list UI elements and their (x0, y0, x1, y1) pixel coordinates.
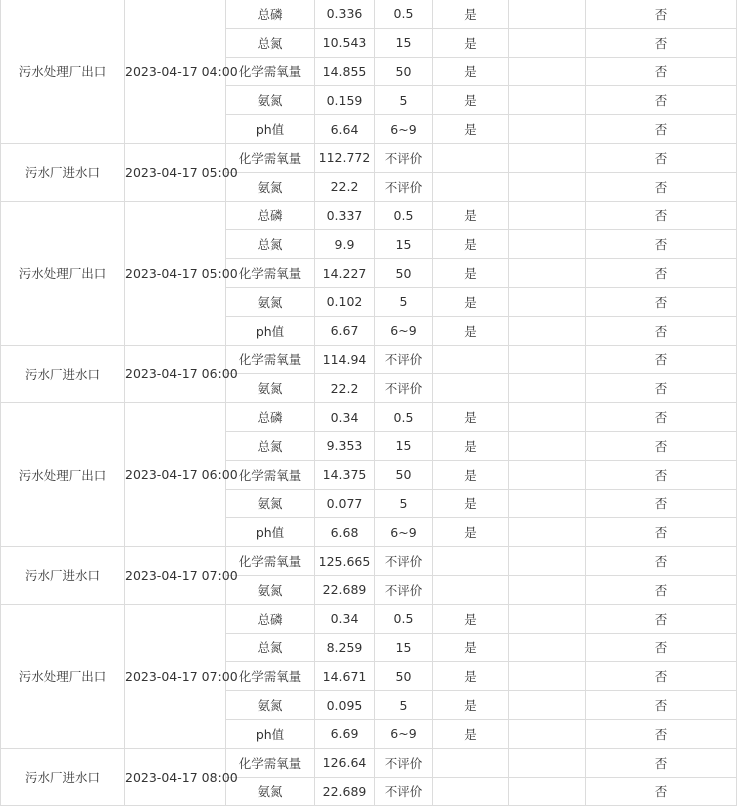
monitor-time-cell: 2023-04-17 07:00 (125, 604, 226, 748)
pollutant-name-cell: 氨氮 (226, 172, 315, 201)
standard-limit-cell: 不评价 (375, 547, 433, 576)
table-body (1, 0, 737, 806)
note-cell (509, 403, 586, 432)
measured-value-cell: 112.772 (315, 143, 375, 172)
pollutant-name-cell: 总氮 (226, 431, 315, 460)
exceed-flag-cell: 否 (586, 230, 737, 259)
measured-value-cell: 0.159 (315, 86, 375, 115)
exceed-flag-cell: 否 (586, 143, 737, 172)
standard-limit-cell: 5 (375, 86, 433, 115)
measured-value-cell: 8.259 (315, 633, 375, 662)
note-cell (509, 345, 586, 374)
pollutant-name-cell: 化学需氧量 (226, 259, 315, 288)
note-cell (509, 374, 586, 403)
compliant-flag-cell: 是 (433, 86, 509, 115)
standard-limit-cell: 不评价 (375, 143, 433, 172)
note-cell (509, 748, 586, 777)
compliant-flag-cell: 是 (433, 115, 509, 144)
pollutant-name-cell: 总磷 (226, 403, 315, 432)
measured-value-cell: 22.689 (315, 777, 375, 806)
note-cell (509, 460, 586, 489)
standard-limit-cell: 15 (375, 28, 433, 57)
pollutant-name-cell: 化学需氧量 (226, 662, 315, 691)
exceed-flag-cell: 否 (586, 431, 737, 460)
note-cell (509, 575, 586, 604)
pollutant-name-cell: 氨氮 (226, 691, 315, 720)
pollutant-name-cell: 氨氮 (226, 374, 315, 403)
note-cell (509, 518, 586, 547)
measured-value-cell: 10.543 (315, 28, 375, 57)
measured-value-cell: 125.665 (315, 547, 375, 576)
measured-value-cell: 0.095 (315, 691, 375, 720)
exceed-flag-cell: 否 (586, 287, 737, 316)
compliant-flag-cell (433, 748, 509, 777)
measured-value-cell: 0.336 (315, 0, 375, 28)
measured-value-cell: 6.64 (315, 115, 375, 144)
measured-value-cell: 22.689 (315, 575, 375, 604)
standard-limit-cell: 50 (375, 259, 433, 288)
pollutant-name-cell: 总磷 (226, 604, 315, 633)
note-cell (509, 316, 586, 345)
standard-limit-cell: 0.5 (375, 201, 433, 230)
exceed-flag-cell: 否 (586, 518, 737, 547)
compliant-flag-cell: 是 (433, 316, 509, 345)
exceed-flag-cell: 否 (586, 86, 737, 115)
compliant-flag-cell: 是 (433, 431, 509, 460)
compliant-flag-cell: 是 (433, 518, 509, 547)
compliant-flag-cell (433, 143, 509, 172)
table-row (1, 201, 737, 230)
note-cell (509, 662, 586, 691)
monitor-time-cell: 2023-04-17 07:00 (125, 547, 226, 605)
table-row (1, 143, 737, 172)
site-name-cell: 污水处理厂出口 (1, 201, 125, 345)
exceed-flag-cell: 否 (586, 316, 737, 345)
pollutant-name-cell: 氨氮 (226, 86, 315, 115)
site-name-cell: 污水厂进水口 (1, 143, 125, 201)
standard-limit-cell: 不评价 (375, 374, 433, 403)
pollutant-name-cell: 氨氮 (226, 489, 315, 518)
compliant-flag-cell: 是 (433, 0, 509, 28)
note-cell (509, 287, 586, 316)
measured-value-cell: 114.94 (315, 345, 375, 374)
monitor-time-cell: 2023-04-17 05:00 (125, 143, 226, 201)
compliant-flag-cell: 是 (433, 460, 509, 489)
compliant-flag-cell (433, 172, 509, 201)
measured-value-cell: 6.68 (315, 518, 375, 547)
site-name-cell: 污水厂进水口 (1, 547, 125, 605)
standard-limit-cell: 50 (375, 460, 433, 489)
exceed-flag-cell: 否 (586, 0, 737, 28)
exceed-flag-cell: 否 (586, 403, 737, 432)
note-cell (509, 230, 586, 259)
standard-limit-cell: 不评价 (375, 777, 433, 806)
exceed-flag-cell: 否 (586, 748, 737, 777)
compliant-flag-cell (433, 345, 509, 374)
standard-limit-cell: 0.5 (375, 403, 433, 432)
compliant-flag-cell: 是 (433, 230, 509, 259)
compliant-flag-cell (433, 547, 509, 576)
measured-value-cell: 22.2 (315, 374, 375, 403)
exceed-flag-cell: 否 (586, 172, 737, 201)
measured-value-cell: 0.102 (315, 287, 375, 316)
note-cell (509, 57, 586, 86)
exceed-flag-cell: 否 (586, 691, 737, 720)
monitor-time-cell: 2023-04-17 06:00 (125, 403, 226, 547)
pollutant-name-cell: 氨氮 (226, 575, 315, 604)
standard-limit-cell: 50 (375, 57, 433, 86)
compliant-flag-cell: 是 (433, 201, 509, 230)
standard-limit-cell: 5 (375, 489, 433, 518)
standard-limit-cell: 6~9 (375, 518, 433, 547)
measured-value-cell: 9.353 (315, 431, 375, 460)
measured-value-cell: 14.671 (315, 662, 375, 691)
compliant-flag-cell (433, 374, 509, 403)
compliant-flag-cell: 是 (433, 403, 509, 432)
standard-limit-cell: 5 (375, 691, 433, 720)
note-cell (509, 115, 586, 144)
pollutant-name-cell: 总磷 (226, 0, 315, 28)
measured-value-cell: 0.34 (315, 403, 375, 432)
note-cell (509, 719, 586, 748)
note-cell (509, 259, 586, 288)
exceed-flag-cell: 否 (586, 604, 737, 633)
site-name-cell: 污水处理厂出口 (1, 403, 125, 547)
standard-limit-cell: 6~9 (375, 316, 433, 345)
exceed-flag-cell: 否 (586, 259, 737, 288)
compliant-flag-cell: 是 (433, 287, 509, 316)
exceed-flag-cell: 否 (586, 575, 737, 604)
monitor-time-cell: 2023-04-17 06:00 (125, 345, 226, 403)
note-cell (509, 633, 586, 662)
measured-value-cell: 0.34 (315, 604, 375, 633)
note-cell (509, 547, 586, 576)
compliant-flag-cell: 是 (433, 691, 509, 720)
pollutant-name-cell: 总氮 (226, 230, 315, 259)
compliant-flag-cell: 是 (433, 259, 509, 288)
pollutant-name-cell: 化学需氧量 (226, 748, 315, 777)
note-cell (509, 489, 586, 518)
measured-value-cell: 14.227 (315, 259, 375, 288)
compliant-flag-cell: 是 (433, 662, 509, 691)
monitor-time-cell: 2023-04-17 04:00 (125, 0, 226, 143)
compliant-flag-cell: 是 (433, 604, 509, 633)
measured-value-cell: 14.855 (315, 57, 375, 86)
table-row (1, 403, 737, 432)
exceed-flag-cell: 否 (586, 719, 737, 748)
pollutant-name-cell: 化学需氧量 (226, 460, 315, 489)
compliant-flag-cell: 是 (433, 28, 509, 57)
note-cell (509, 143, 586, 172)
standard-limit-cell: 6~9 (375, 115, 433, 144)
monitor-time-cell: 2023-04-17 05:00 (125, 201, 226, 345)
compliant-flag-cell (433, 575, 509, 604)
exceed-flag-cell: 否 (586, 662, 737, 691)
pollutant-name-cell: 化学需氧量 (226, 143, 315, 172)
standard-limit-cell: 不评价 (375, 172, 433, 201)
standard-limit-cell: 0.5 (375, 604, 433, 633)
site-name-cell: 污水处理厂出口 (1, 604, 125, 748)
standard-limit-cell: 不评价 (375, 748, 433, 777)
site-name-cell: 污水处理厂出口 (1, 0, 125, 143)
pollutant-name-cell: ph值 (226, 518, 315, 547)
measured-value-cell: 0.337 (315, 201, 375, 230)
pollutant-name-cell: ph值 (226, 115, 315, 144)
note-cell (509, 86, 586, 115)
measured-value-cell: 6.69 (315, 719, 375, 748)
pollutant-name-cell: ph值 (226, 316, 315, 345)
measured-value-cell: 14.375 (315, 460, 375, 489)
standard-limit-cell: 15 (375, 230, 433, 259)
table-row (1, 345, 737, 374)
exceed-flag-cell: 否 (586, 633, 737, 662)
table-row (1, 0, 737, 28)
monitor-time-cell: 2023-04-17 08:00 (125, 748, 226, 806)
compliant-flag-cell: 是 (433, 633, 509, 662)
pollutant-name-cell: 化学需氧量 (226, 345, 315, 374)
exceed-flag-cell: 否 (586, 489, 737, 518)
pollutant-name-cell: 总氮 (226, 28, 315, 57)
table-row (1, 604, 737, 633)
exceed-flag-cell: 否 (586, 28, 737, 57)
exceed-flag-cell: 否 (586, 345, 737, 374)
exceed-flag-cell: 否 (586, 374, 737, 403)
measured-value-cell: 6.67 (315, 316, 375, 345)
note-cell (509, 172, 586, 201)
table-row (1, 748, 737, 777)
exceed-flag-cell: 否 (586, 547, 737, 576)
table-row (1, 547, 737, 576)
site-name-cell: 污水厂进水口 (1, 345, 125, 403)
note-cell (509, 604, 586, 633)
standard-limit-cell: 0.5 (375, 0, 433, 28)
pollutant-name-cell: 氨氮 (226, 287, 315, 316)
compliant-flag-cell: 是 (433, 719, 509, 748)
note-cell (509, 431, 586, 460)
compliant-flag-cell: 是 (433, 489, 509, 518)
pollutant-name-cell: 化学需氧量 (226, 57, 315, 86)
standard-limit-cell: 不评价 (375, 345, 433, 374)
standard-limit-cell: 50 (375, 662, 433, 691)
standard-limit-cell: 15 (375, 431, 433, 460)
measured-value-cell: 9.9 (315, 230, 375, 259)
pollutant-name-cell: ph值 (226, 719, 315, 748)
pollutant-name-cell: 氨氮 (226, 777, 315, 806)
note-cell (509, 28, 586, 57)
pollutant-name-cell: 总氮 (226, 633, 315, 662)
note-cell (509, 691, 586, 720)
compliant-flag-cell: 是 (433, 57, 509, 86)
pollutant-name-cell: 化学需氧量 (226, 547, 315, 576)
site-name-cell: 污水厂进水口 (1, 748, 125, 806)
standard-limit-cell: 15 (375, 633, 433, 662)
exceed-flag-cell: 否 (586, 115, 737, 144)
exceed-flag-cell: 否 (586, 460, 737, 489)
exceed-flag-cell: 否 (586, 777, 737, 806)
standard-limit-cell: 5 (375, 287, 433, 316)
pollutant-name-cell: 总磷 (226, 201, 315, 230)
exceed-flag-cell: 否 (586, 57, 737, 86)
note-cell (509, 777, 586, 806)
measured-value-cell: 0.077 (315, 489, 375, 518)
standard-limit-cell: 不评价 (375, 575, 433, 604)
standard-limit-cell: 6~9 (375, 719, 433, 748)
note-cell (509, 201, 586, 230)
exceed-flag-cell: 否 (586, 201, 737, 230)
compliant-flag-cell (433, 777, 509, 806)
measured-value-cell: 126.64 (315, 748, 375, 777)
measured-value-cell: 22.2 (315, 172, 375, 201)
note-cell (509, 0, 586, 28)
